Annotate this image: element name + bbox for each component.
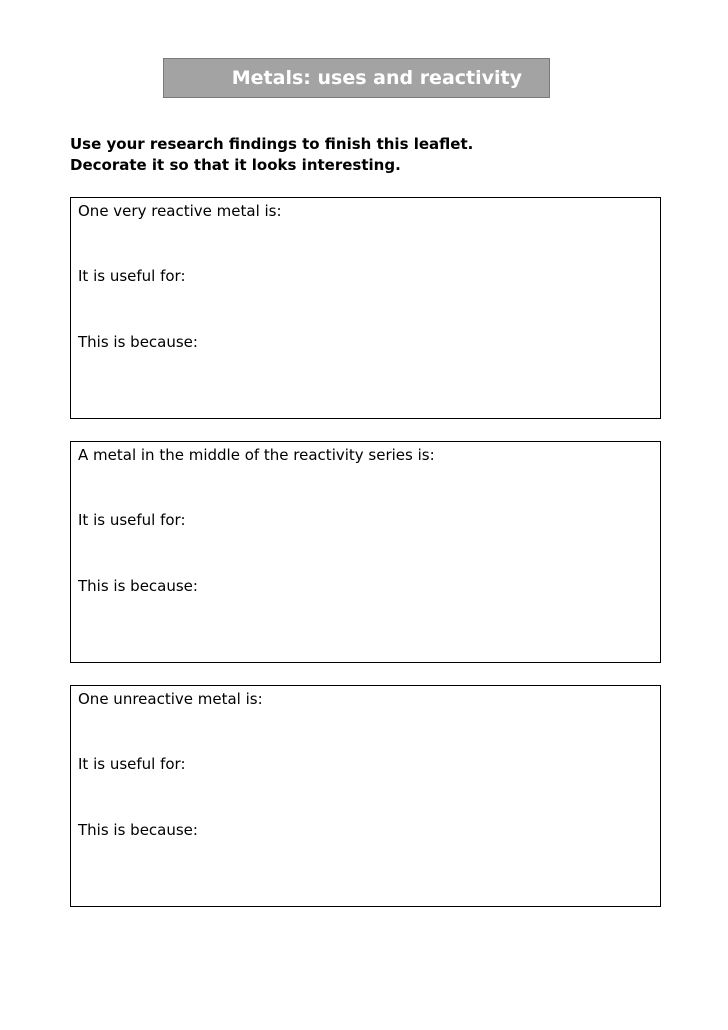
useful-for-label: It is useful for: (78, 267, 186, 285)
leaflet-box-unreactive[interactable] (70, 685, 661, 907)
box-prompt: One very reactive metal is: (78, 202, 282, 220)
instruction-line-1: Use your research findings to finish this leaflet. (70, 135, 474, 153)
useful-for-label: It is useful for: (78, 755, 186, 773)
because-label: This is because: (78, 821, 198, 839)
leaflet-box-very-reactive[interactable] (70, 197, 661, 419)
box-prompt: A metal in the middle of the reactivity series is: (78, 446, 435, 464)
instructions (70, 134, 473, 176)
because-label: This is because: (78, 333, 198, 351)
box-prompt: One unreactive metal is: (78, 690, 263, 708)
instruction-line-2: Decorate it so that it looks interesting. (70, 156, 401, 174)
useful-for-label: It is useful for: (78, 511, 186, 529)
leaflet-box-middle-reactivity[interactable] (70, 441, 661, 663)
page-title: Metals: uses and reactivity (163, 58, 550, 98)
because-label: This is because: (78, 577, 198, 595)
